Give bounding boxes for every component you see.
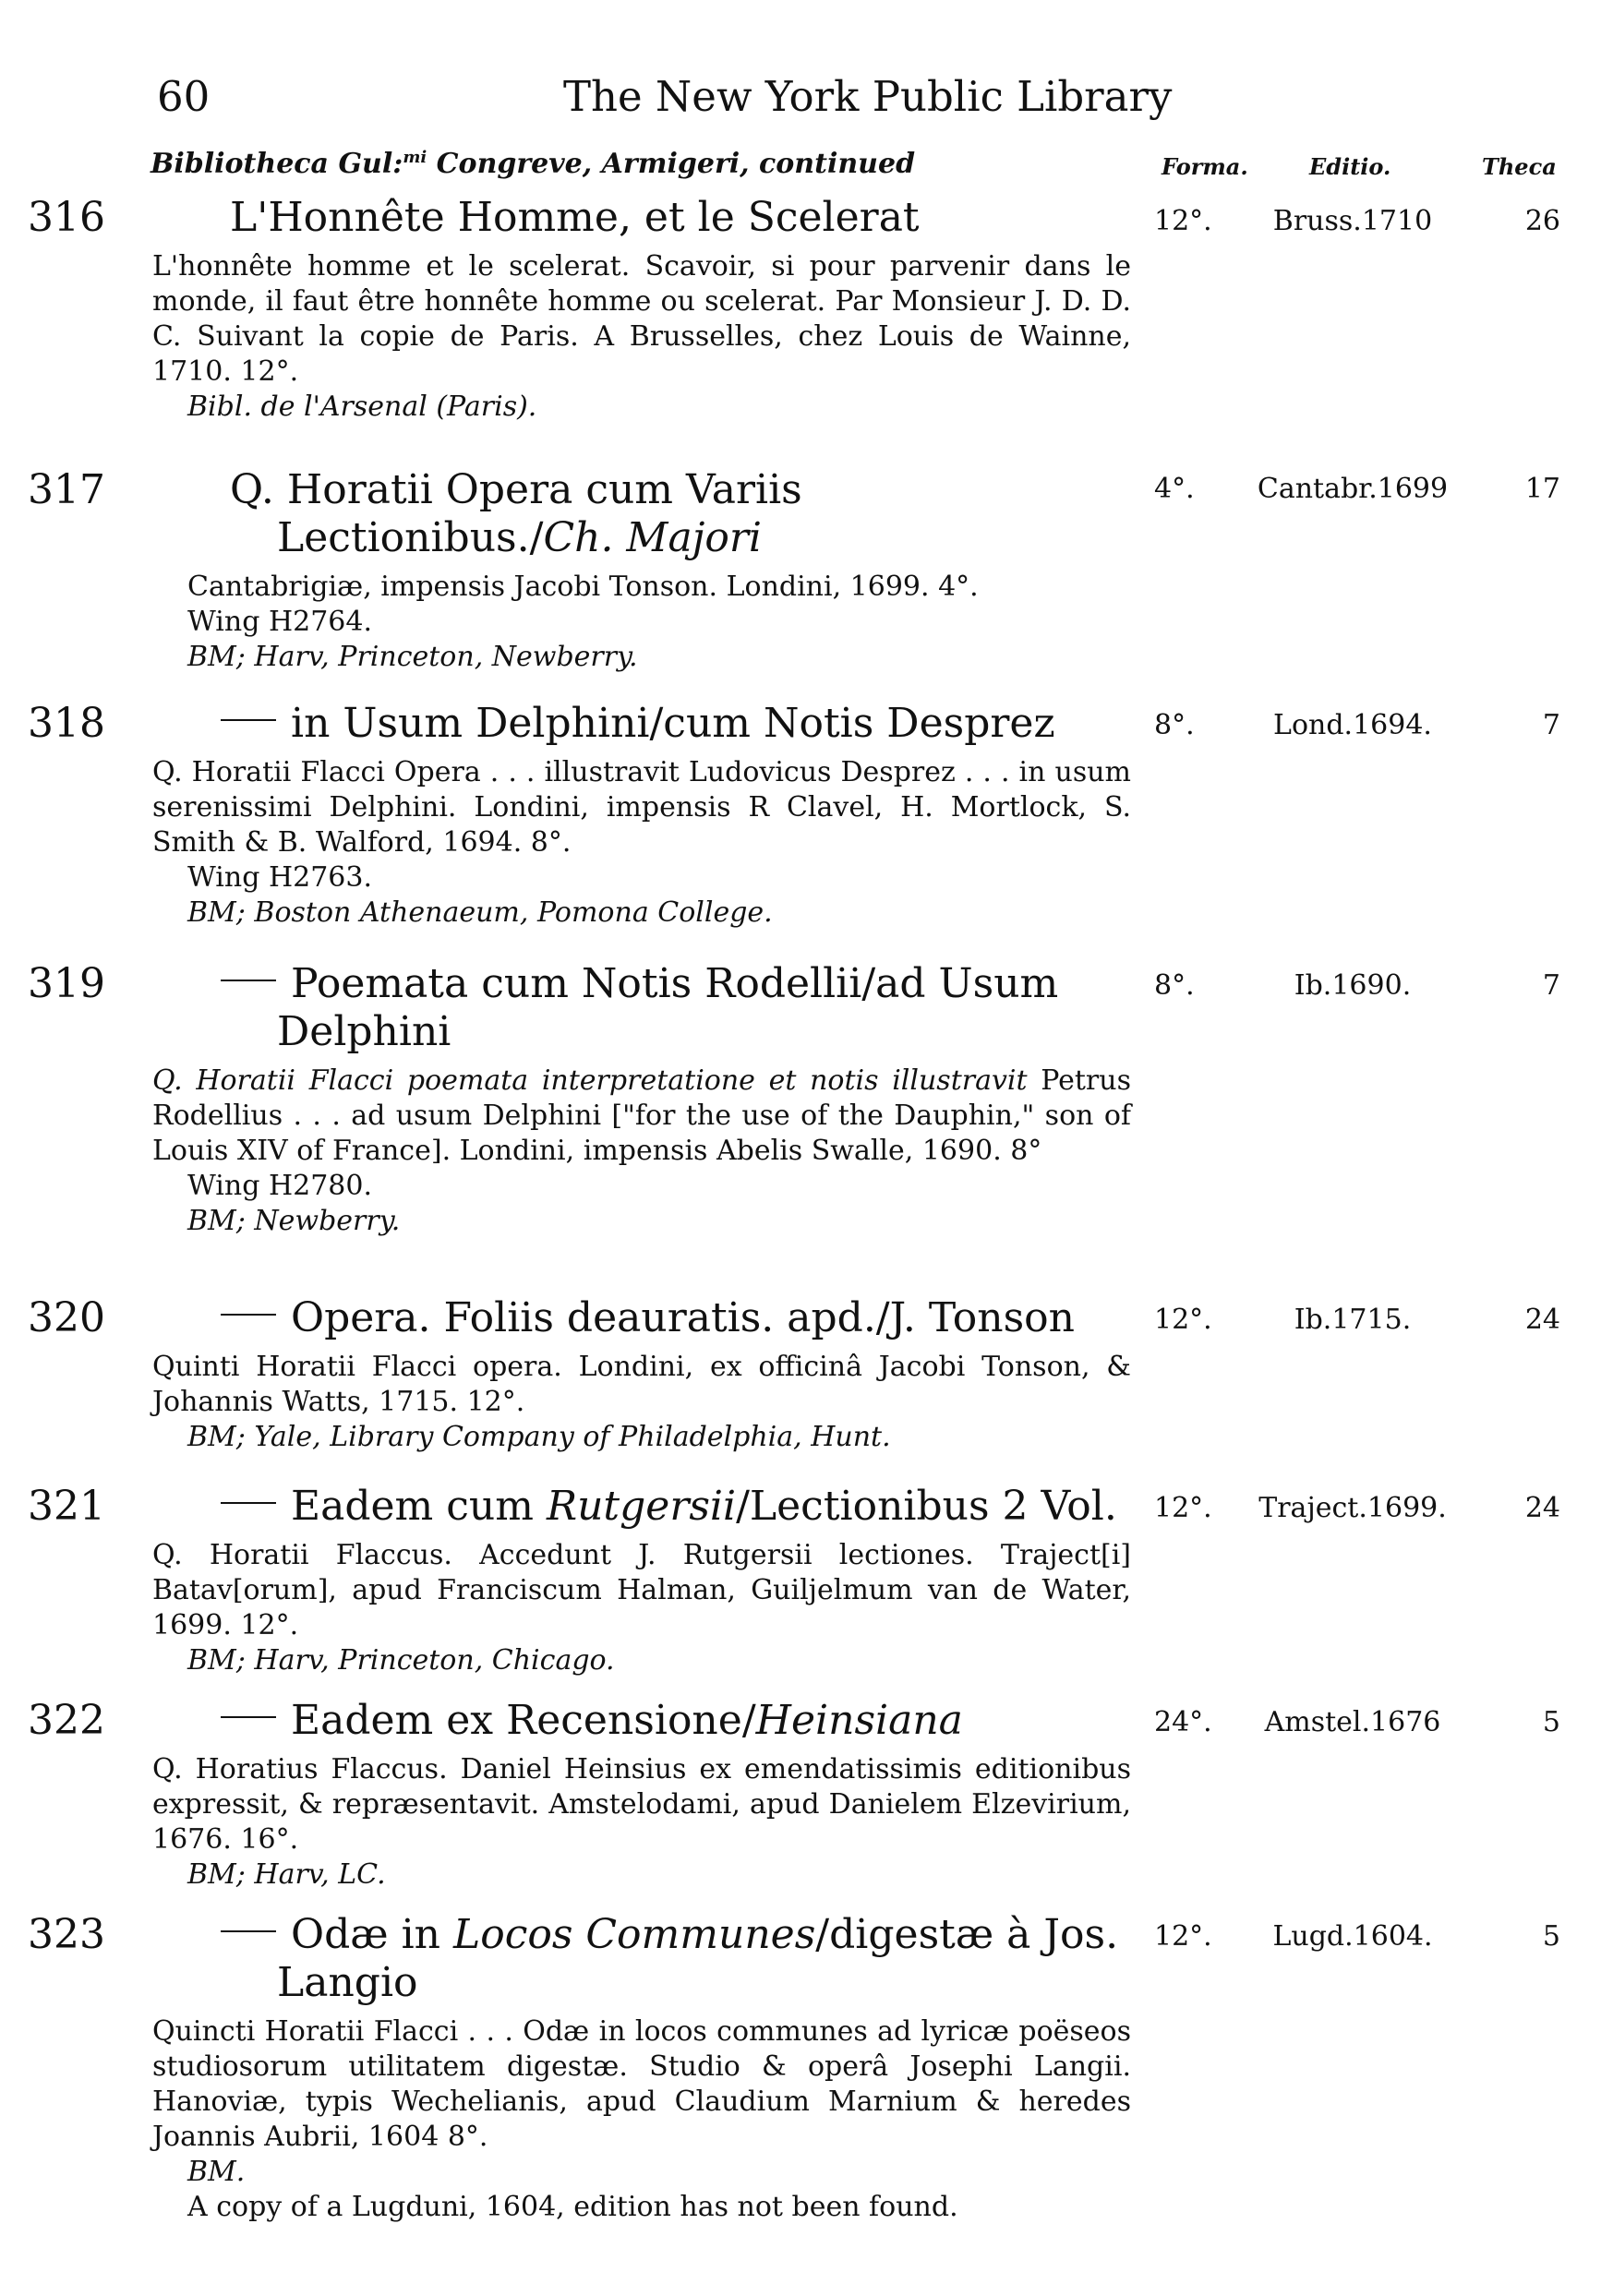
entry-title: Poemata cum Notis Rodellii/ad Usum Delphini bbox=[277, 960, 1059, 1055]
entry-wing: Wing H2764. bbox=[187, 606, 373, 638]
entry-number: 318 bbox=[28, 700, 105, 747]
forma-317: 4°. bbox=[1154, 473, 1195, 505]
forma-320: 12°. bbox=[1154, 1304, 1212, 1336]
entry-title: Opera. Foliis deauratis. apd./J. Tonson bbox=[291, 1294, 1075, 1341]
entry-locations: Bibl. de l'Arsenal (Paris). bbox=[187, 391, 537, 423]
theca-320: 24 bbox=[1524, 1304, 1560, 1336]
entry-wing: Wing H2780. bbox=[187, 1170, 373, 1202]
forma-323: 12°. bbox=[1154, 1920, 1212, 1953]
catalog-entry-320 bbox=[28, 1294, 1131, 1455]
catalog-entry-317 bbox=[28, 466, 1131, 675]
entry-title-italic: Ch. Majori bbox=[543, 514, 762, 561]
editio-320: Ib.1715. bbox=[1294, 1304, 1412, 1336]
entry-title-post: /digestæ à Jos. Langio bbox=[277, 1911, 1119, 2006]
theca-316: 26 bbox=[1524, 205, 1560, 237]
column-head-forma: Forma. bbox=[1162, 153, 1248, 180]
forma-318: 8°. bbox=[1154, 709, 1195, 741]
forma-321: 12°. bbox=[1154, 1492, 1212, 1524]
entry-note: A copy of a Lugduni, 1604, edition has not been found. bbox=[187, 2191, 958, 2223]
entry-description: Q. Horatius Flaccus. Daniel Heinsius ex emendatissimis editionibus expressit, & repræsentavit. Amstelodami, apud Danielem Elzevirium, 1676. 16°. bbox=[152, 1753, 1131, 1856]
entry-wing: Wing H2763. bbox=[187, 861, 373, 894]
editio-321: Traject.1699. bbox=[1258, 1492, 1447, 1524]
entry-description: L'honnête homme et le scelerat. Scavoir, si pour parvenir dans le monde, il faut être honnête homme ou scelerat. Par Monsieur J. D. D. C. Suivant la copie de Paris. A Brusselles, chez Louis de Wainne, 1710. 12°. bbox=[152, 250, 1131, 388]
entry-description: Q. Horatii Flaccus. Accedunt J. Rutgersii lectiones. Traject[i] Batav[orum], apud Franciscum Halman, Guiljelmum van de Water, 1699. 12°. bbox=[152, 1539, 1131, 1641]
entry-title: Odæ in bbox=[291, 1911, 453, 1958]
catalog-entry-319 bbox=[28, 960, 1131, 1239]
entry-locations: BM; Harv, LC. bbox=[187, 1858, 386, 1891]
catalog-entry-316 bbox=[28, 194, 1131, 425]
editio-318: Lond.1694. bbox=[1273, 709, 1432, 741]
entry-title-italic: Heinsiana bbox=[755, 1697, 963, 1744]
ditto-dash bbox=[221, 1716, 276, 1718]
catalog-entry-318 bbox=[28, 700, 1131, 931]
entry-number: 322 bbox=[28, 1697, 105, 1744]
ditto-dash bbox=[221, 719, 276, 721]
entry-description: Cantabrigiæ, impensis Jacobi Tonson. Londini, 1699. 4°. bbox=[187, 571, 979, 603]
section-subhead: Bibliotheca Gul:$^{mi}$ Congreve, Armigeri, continued bbox=[150, 148, 916, 180]
forma-322: 24°. bbox=[1154, 1706, 1212, 1738]
entry-number: 317 bbox=[28, 466, 105, 513]
entry-description: Q. Horatii Flacci Opera . . . illustravit Ludovicus Desprez . . . in usum serenissimi Delphini. Londini, impensis R Clavel, H. Mortlock, S. Smith & B. Walford, 1694. 8°. bbox=[152, 756, 1131, 859]
forma-316: 12°. bbox=[1154, 205, 1212, 237]
entry-title-italic: Rutgersii bbox=[546, 1483, 737, 1530]
theca-319: 7 bbox=[1542, 969, 1560, 1002]
forma-319: 8°. bbox=[1154, 969, 1195, 1002]
entry-title: Q. Horatii Opera cum Variis Lectionibus./ bbox=[230, 466, 802, 561]
entry-locations: BM. bbox=[187, 2156, 246, 2188]
editio-322: Amstel.1676 bbox=[1264, 1706, 1441, 1738]
catalog-entry-323 bbox=[28, 1911, 1131, 2225]
entry-title: in Usum Delphini/cum Notis Desprez bbox=[291, 700, 1055, 747]
entry-description-italic: Q. Horatii Flacci poemata interpretatione et notis illustravit bbox=[152, 1064, 1028, 1097]
column-head-theca: Theca bbox=[1482, 153, 1557, 180]
entry-title-italic: Locos Communes bbox=[452, 1911, 816, 1958]
entry-number: 319 bbox=[28, 960, 105, 1007]
column-head-editio: Editio. bbox=[1309, 153, 1391, 180]
editio-319: Ib.1690. bbox=[1294, 969, 1412, 1002]
entry-title: L'Honnête Homme, et le Scelerat bbox=[230, 194, 920, 241]
ditto-dash bbox=[221, 1314, 276, 1316]
theca-322: 5 bbox=[1542, 1706, 1560, 1738]
catalog-entry-321 bbox=[28, 1483, 1131, 1678]
entry-number: 316 bbox=[28, 194, 105, 241]
theca-321: 24 bbox=[1524, 1492, 1560, 1524]
entry-number: 321 bbox=[28, 1483, 105, 1530]
entry-number: 320 bbox=[28, 1294, 105, 1341]
ditto-dash bbox=[221, 980, 276, 981]
entry-locations: BM; Boston Athenaeum, Pomona College. bbox=[187, 896, 773, 929]
entry-locations: BM; Harv, Princeton, Newberry. bbox=[187, 641, 638, 673]
theca-323: 5 bbox=[1542, 1920, 1560, 1953]
entry-title: Eadem ex Recensione/ bbox=[291, 1697, 756, 1744]
ditto-dash bbox=[221, 1502, 276, 1504]
editio-316: Bruss.1710 bbox=[1272, 205, 1433, 237]
editio-323: Lugd.1604. bbox=[1272, 1920, 1433, 1953]
theca-317: 17 bbox=[1524, 473, 1560, 505]
catalog-entry-322 bbox=[28, 1697, 1131, 1893]
entry-title-post: /Lectionibus 2 Vol. bbox=[736, 1483, 1117, 1530]
entry-locations: BM; Harv, Princeton, Chicago. bbox=[187, 1644, 615, 1677]
running-head: The New York Public Library bbox=[563, 72, 1173, 121]
entry-title: Eadem cum bbox=[291, 1483, 547, 1530]
entry-description: Petrus Rodellius . . . ad usum Delphini ["for the use of the Dauphin," son of Louis XIV of France]. Londini, impensis Abelis Swalle, 1690. 8° bbox=[152, 1064, 1131, 1167]
entry-locations: BM; Newberry. bbox=[187, 1205, 401, 1237]
entry-description: Quincti Horatii Flacci . . . Odæ in locos communes ad lyricæ poëseos studiosorum utilitatem digestæ. Studio & operâ Josephi Langii. Hanoviæ, typis Wechelianis, apud Claudium Marnium & heredes Joannis Aubrii, 1604 8°. bbox=[152, 2015, 1131, 2153]
ditto-dash bbox=[221, 1930, 276, 1932]
entry-description: Quinti Horatii Flacci opera. Londini, ex officinâ Jacobi Tonson, & Johannis Watts, 1715. 12°. bbox=[152, 1351, 1131, 1418]
editio-317: Cantabr.1699 bbox=[1257, 473, 1449, 505]
entry-number: 323 bbox=[28, 1911, 105, 1958]
entry-locations: BM; Yale, Library Company of Philadelphia, Hunt. bbox=[187, 1421, 891, 1453]
theca-318: 7 bbox=[1542, 709, 1560, 741]
page-number: 60 bbox=[157, 72, 211, 121]
